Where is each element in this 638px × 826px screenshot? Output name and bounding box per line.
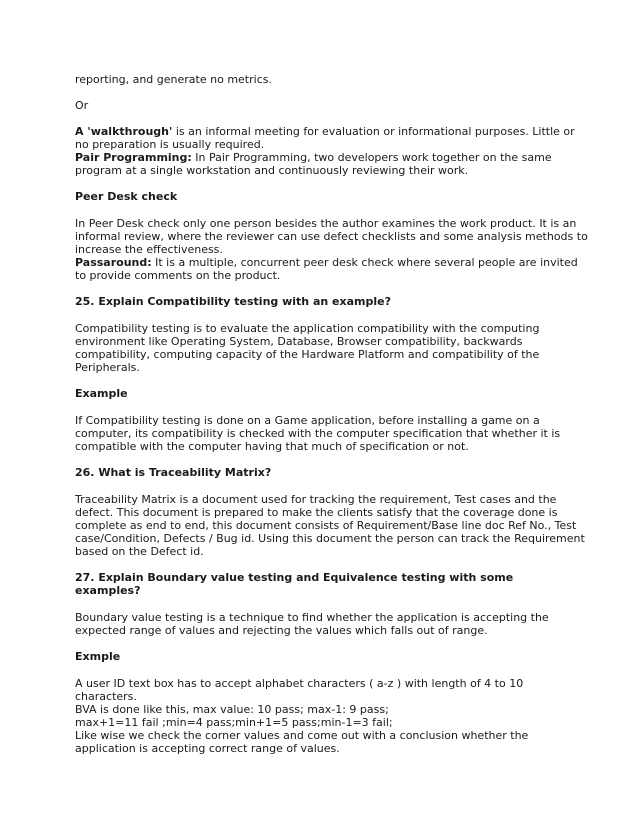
text-line: case/Condition, Defects / Bug id. Using this document the person can track the Requirement [75,532,585,545]
heading-exmple: Exmple [75,650,121,663]
paragraph-metrics [75,73,575,86]
text-line: defect. This document is prepared to make the clients satisfy that the coverage done is [75,506,558,519]
heading-q25: 25. Explain Compatibility testing with an example? [75,295,391,308]
paragraph-boundary [75,611,575,637]
text-line: Like wise we check the corner values and come out with a conclusion whether the [75,729,529,742]
paragraph-traceability [75,493,585,558]
text-line: max+1=11 fail ;min=4 pass;min+1=5 pass;min-1=3 fail; [75,716,393,729]
text-line: expected range of values and rejecting the values which falls out of range. [75,624,488,637]
text-line: Compatibility testing is to evaluate the application compatibility with the computing [75,322,540,335]
text-line [75,256,578,269]
text-line: program at a single workstation and continuously reviewing their work. [75,164,469,177]
text-line: compatible with the computer having that much of specification or not. [75,440,469,453]
text-run: In Pair Programming, two developers work together on the same [191,151,552,164]
heading-q27: 27. Explain Boundary value testing and Equivalence testing with some examples? [75,571,514,597]
text-line: complete as end to end, this document consists of Requirement/Base line doc Ref No., Test [75,519,577,532]
paragraph-bva-example [75,677,575,755]
text-line: A user ID text box has to accept alphabet characters ( a-z ) with length of 4 to 10 [75,677,524,690]
text-line: application is accepting correct range of values. [75,742,340,755]
text-line: Traceability Matrix is a document used for tracking the requirement, Test cases and the [75,493,557,506]
text-run: is an informal meeting for evaluation or informational purposes. Little or [172,125,575,138]
text-line: compatibility, computing capacity of the Hardware Platform and compatibility of the [75,348,540,361]
paragraph-peer-desk [75,217,588,282]
text-run: It is a multiple, concurrent peer desk check where several people are invited [151,256,578,269]
term-pair-programming: Pair Programming: [75,151,192,164]
text-line: Boundary value testing is a technique to find whether the application is accepting the [75,611,549,624]
text-line: reporting, and generate no metrics. [75,73,272,86]
heading-q26: 26. What is Traceability Matrix? [75,466,272,479]
text-line: Peripherals. [75,361,140,374]
document-page [75,73,588,755]
paragraph-compatibility [75,322,575,374]
text-line [75,125,575,138]
text-line: characters. [75,690,137,703]
heading-example: Example [75,387,128,400]
text-line: increase the effectiveness. [75,243,223,256]
paragraph-walkthrough [75,125,575,177]
paragraph-game-example [75,414,575,453]
text-line: environment like Operating System, Database, Browser compatibility, backwards [75,335,523,348]
term-walkthrough: A 'walkthrough' [75,125,173,138]
text-line: If Compatibility testing is done on a Game application, before installing a game on a [75,414,540,427]
text-line: BVA is done like this, max value: 10 pass; max-1: 9 pass; [75,703,389,716]
text-line: informal review, where the reviewer can use defect checklists and some analysis methods to [75,230,588,243]
text-line: computer, its compatibility is checked with the computer specification that whether it is [75,427,561,440]
text-line: no preparation is usually required. [75,138,265,151]
text-line: Or [75,99,89,112]
text-line: to provide comments on the product. [75,269,281,282]
paragraph-or [75,99,575,112]
text-line [75,151,575,164]
text-line: based on the Defect id. [75,545,204,558]
heading-peer-desk-check: Peer Desk check [75,190,178,203]
text-line: In Peer Desk check only one person besides the author examines the work product. It is an [75,217,577,230]
term-passaround: Passaround: [75,256,152,269]
